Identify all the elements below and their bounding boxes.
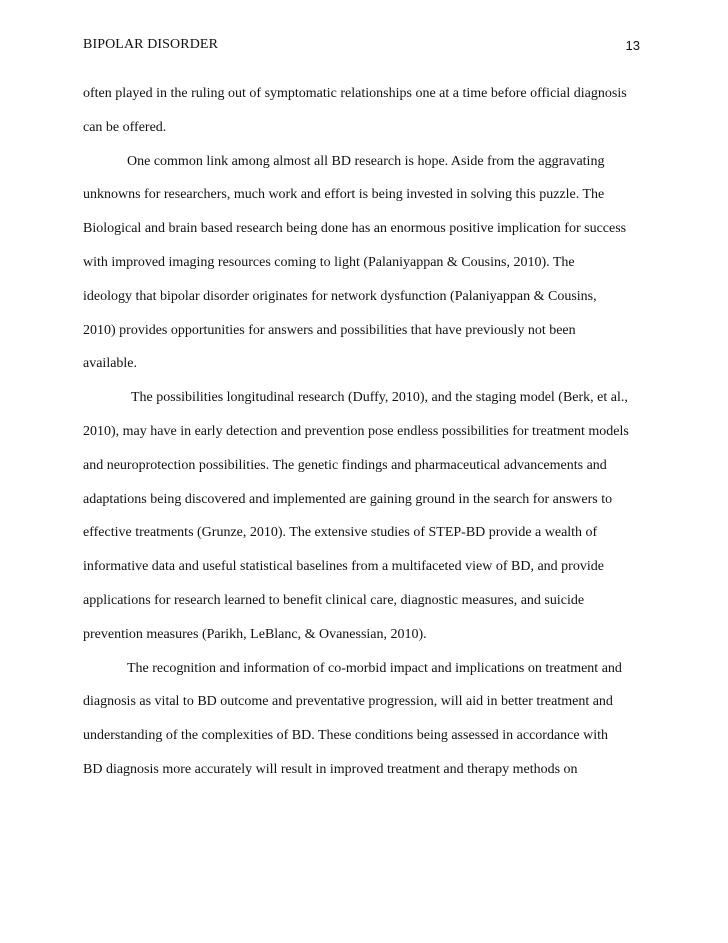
text-line: unknowns for researchers, much work and effort is being invested in solving this puzzle. The: [83, 187, 605, 203]
text-line: can be offered.: [83, 119, 167, 135]
text-line: adaptations being discovered and implemented are gaining ground in the search for answers to: [83, 491, 613, 507]
text-line: with improved imaging resources coming to light (Palaniyappan & Cousins, 2010). The: [83, 254, 575, 270]
text-line: Biological and brain based research being done has an enormous positive implication for success: [83, 221, 627, 237]
text-line: and neuroprotection possibilities. The genetic findings and pharmaceutical advancements and: [83, 457, 607, 473]
body-text: [83, 77, 645, 787]
paragraph-first-line: The possibilities longitudinal research (Duffy, 2010), and the staging model (Berk, et al.,: [131, 390, 628, 406]
text-line: BD diagnosis more accurately will result in improved treatment and therapy methods on: [83, 761, 578, 777]
text-line: available.: [83, 356, 138, 372]
text-line: 2010) provides opportunities for answers and possibilities that have previously not been: [83, 322, 576, 338]
text-line: understanding of the complexities of BD. These conditions being assessed in accordance with: [83, 728, 608, 744]
paragraph-first-line: One common link among almost all BD research is hope. Aside from the aggravating: [127, 153, 605, 169]
text-line: diagnosis as vital to BD outcome and preventative progression, will aid in better treatment and: [83, 694, 613, 710]
text-line: 2010), may have in early detection and prevention pose endless possibilities for treatment models: [83, 423, 629, 439]
text-line: often played in the ruling out of symptomatic relationships one at a time before official diagnosis: [83, 86, 627, 101]
page-number: 13: [625, 38, 640, 53]
text-line: informative data and useful statistical baselines from a multifaceted view of BD, and provide: [83, 559, 604, 575]
text-line: prevention measures (Parikh, LeBlanc, & Ovanessian, 2010).: [83, 626, 427, 642]
text-line: ideology that bipolar disorder originates for network dysfunction (Palaniyappan & Cousins,: [83, 288, 597, 304]
running-head: BIPOLAR DISORDER: [83, 37, 219, 52]
text-line: applications for research learned to benefit clinical care, diagnostic measures, and suicide: [83, 592, 585, 608]
text-line: effective treatments (Grunze, 2010). The extensive studies of STEP-BD provide a wealth of: [83, 525, 598, 541]
paragraph-first-line: The recognition and information of co-morbid impact and implications on treatment and: [127, 660, 622, 676]
